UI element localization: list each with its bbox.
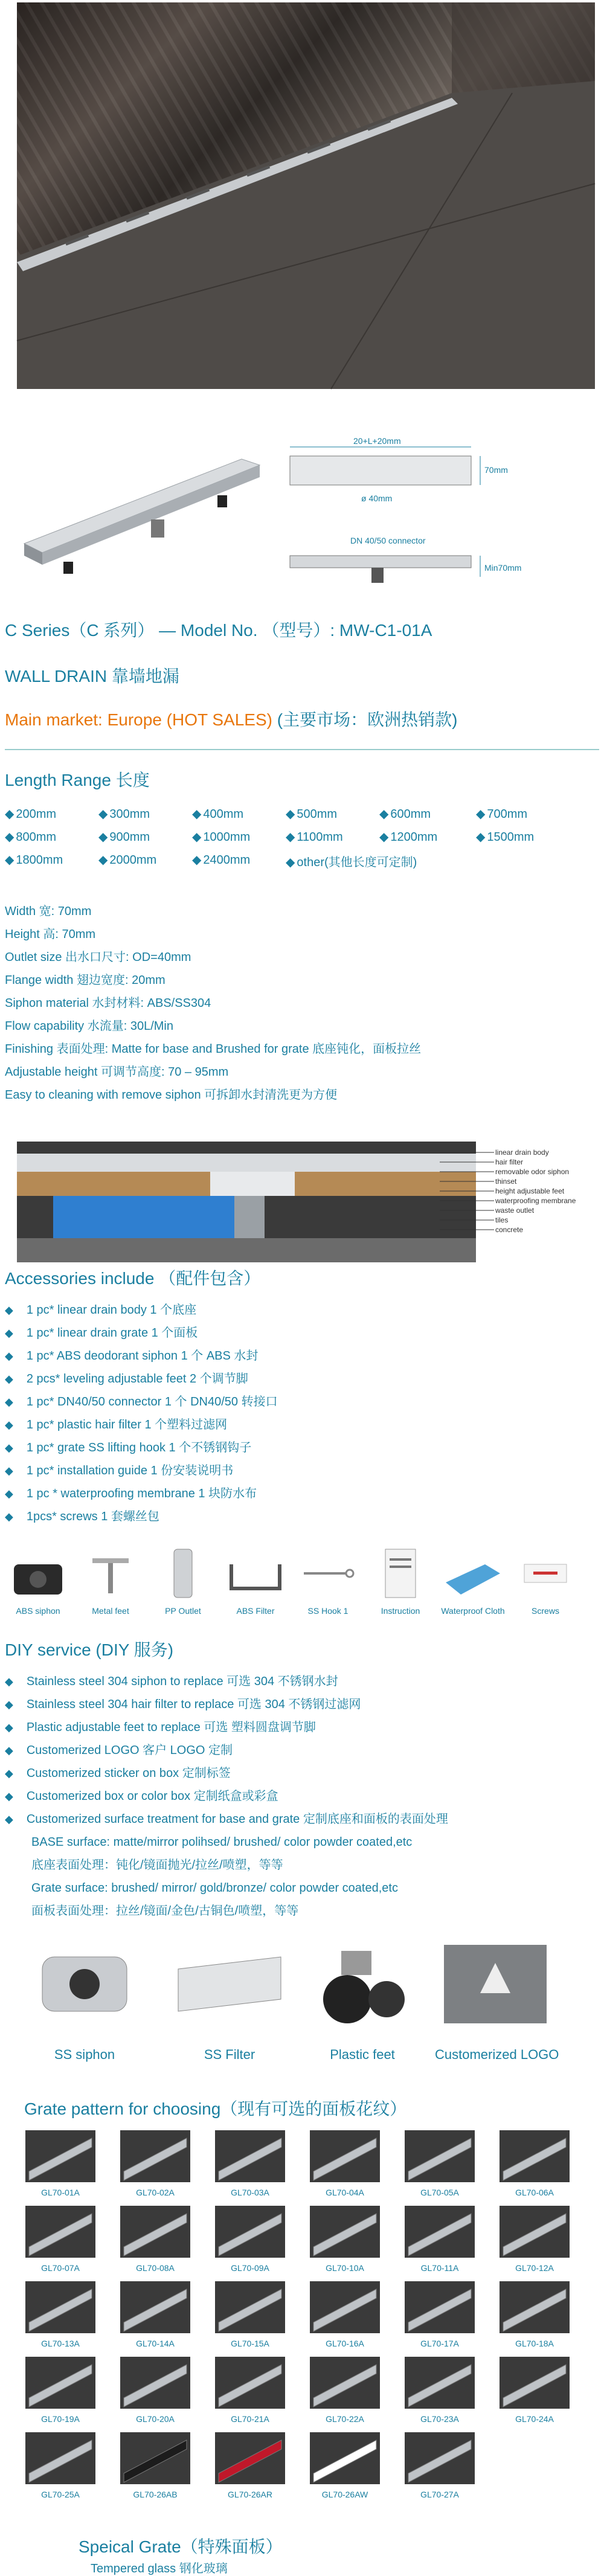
grate-pattern-item bbox=[119, 2205, 191, 2271]
filter-icon bbox=[225, 1546, 286, 1601]
diy-custom-logo: Customerized LOGO bbox=[435, 1939, 556, 2078]
spec-flow: Flow capability 水流量: 30L/Min bbox=[5, 1020, 173, 1033]
grate-code: GL70-06A bbox=[515, 2188, 554, 2197]
length-item: ◆ 500mm bbox=[286, 806, 337, 821]
grate-pattern-item bbox=[214, 2205, 286, 2271]
grate-pattern-item bbox=[309, 2129, 381, 2195]
grate-pattern-swatch bbox=[24, 2205, 97, 2259]
length-item: ◆ other(其他长度可定制) bbox=[286, 852, 417, 870]
grate-code: GL70-13A bbox=[41, 2339, 80, 2348]
shower-floor-drain-illustration bbox=[17, 2, 595, 389]
grate-code: GL70-02A bbox=[136, 2188, 175, 2197]
grate-code: GL70-19A bbox=[41, 2414, 80, 2424]
accessory-item: ◆ 1 pc * waterproofing membrane 1 块防水布 bbox=[5, 1482, 278, 1505]
grate-pattern-swatch bbox=[24, 2356, 97, 2410]
grate-pattern-item bbox=[214, 2356, 286, 2422]
accessory-screws: Screws bbox=[512, 1546, 579, 1619]
grate-pattern-swatch bbox=[24, 2129, 97, 2183]
grate-pattern-item bbox=[309, 2431, 381, 2497]
grate-pattern-swatch bbox=[403, 2129, 476, 2183]
dim-min-label: Min70mm bbox=[484, 563, 522, 573]
spec-finishing: Finishing 表面处理: Matte for base and Brushed for grate 底座钝化，面板拉丝 bbox=[5, 1042, 422, 1056]
grate-code: GL70-12A bbox=[515, 2263, 554, 2273]
accessory-ss-hook: SS Hook 1 bbox=[295, 1546, 361, 1619]
diy-subitem: BASE surface: matte/mirror polihsed/ brushed/ color powder coated,etc bbox=[31, 1836, 413, 1849]
accessory-abs-siphon: ABS siphon bbox=[5, 1546, 71, 1619]
grate-code: GL70-17A bbox=[420, 2339, 459, 2348]
grate-pattern-item bbox=[119, 2431, 191, 2497]
grate-pattern-swatch bbox=[498, 2129, 571, 2183]
accessory-waterproof-cloth: Waterproof Cloth bbox=[440, 1546, 506, 1619]
feet-icon bbox=[80, 1546, 141, 1601]
grate-pattern-item bbox=[403, 2129, 476, 2195]
grate-code: GL70-15A bbox=[231, 2339, 269, 2348]
grate-pattern-item bbox=[24, 2205, 97, 2271]
grate-pattern-swatch bbox=[214, 2356, 286, 2410]
grate-pattern-swatch bbox=[119, 2205, 191, 2259]
grate-code: GL70-20A bbox=[136, 2414, 175, 2424]
diy-item: ◆ Customerized box or color box 定制纸盒或彩盒 bbox=[5, 1785, 448, 1808]
grate-code: GL70-16A bbox=[326, 2339, 364, 2348]
dim-height-label: 70mm bbox=[484, 465, 508, 475]
grate-pattern-item bbox=[403, 2356, 476, 2422]
drain-product-photo bbox=[24, 459, 260, 574]
accessory-metal-feet: Metal feet bbox=[77, 1546, 144, 1619]
grate-pattern-item bbox=[24, 2356, 97, 2422]
hero-photo bbox=[17, 2, 595, 389]
grate-code: GL70-03A bbox=[231, 2188, 269, 2197]
diy-ss-siphon: SS siphon bbox=[24, 1939, 145, 2078]
grate-pattern-swatch bbox=[119, 2129, 191, 2183]
grate-code: GL70-26AB bbox=[133, 2490, 178, 2499]
install-label: linear drain body bbox=[495, 1148, 549, 1157]
dim-top-label: 20+L+20mm bbox=[353, 436, 401, 446]
main-market-line bbox=[5, 707, 457, 731]
diy-item: ◆ Customerized sticker on box 定制标签 bbox=[5, 1762, 448, 1785]
spec-height: Height 高: 70mm bbox=[5, 928, 96, 941]
diy-plastic-feet: Plastic feet bbox=[302, 1939, 423, 2078]
accessory-item: ◆ 1 pc* installation guide 1 份安装说明书 bbox=[5, 1459, 278, 1482]
diy-ss-filter: SS Filter bbox=[169, 1939, 290, 2078]
grate-pattern-item bbox=[498, 2205, 571, 2271]
grate-pattern-item bbox=[214, 2129, 286, 2195]
accessory-item: ◆ 1 pc* linear drain grate 1 个面板 bbox=[5, 1322, 278, 1344]
grate-pattern-swatch bbox=[214, 2205, 286, 2259]
grate-code: GL70-27A bbox=[420, 2490, 459, 2499]
cloth-icon bbox=[443, 1546, 503, 1601]
installation-cross-section bbox=[17, 1142, 585, 1262]
diy-subitem: Grate surface: brushed/ mirror/ gold/bronze/ color powder coated,etc bbox=[31, 1881, 398, 1895]
length-item: ◆ 200mm bbox=[5, 806, 56, 821]
spec-outlet: Outlet size 出水口尺寸: OD=40mm bbox=[5, 951, 191, 964]
accessories-list bbox=[5, 1299, 278, 1528]
diy-item: ◆ Customerized surface treatment for base and grate 定制底座和面板的表面处理 bbox=[5, 1808, 448, 1831]
dim-outlet-label: ø 40mm bbox=[361, 493, 393, 503]
grate-pattern-item bbox=[498, 2129, 571, 2195]
install-label: removable odor siphon bbox=[495, 1168, 570, 1176]
length-item: ◆ 2000mm bbox=[98, 852, 156, 867]
install-label: tiles bbox=[495, 1216, 509, 1224]
spec-cleaning: Easy to cleaning with remove siphon 可拆卸水封清洗更为方便 bbox=[5, 1088, 338, 1102]
siphon-icon bbox=[8, 1546, 68, 1601]
grate-pattern-swatch bbox=[403, 2205, 476, 2259]
grate-pattern-swatch bbox=[24, 2431, 97, 2485]
diy-subitem: 底座表面处理：钝化/镜面抛光/拉丝/喷塑，等等 bbox=[31, 1858, 283, 1872]
install-label: height adjustable feet bbox=[495, 1187, 565, 1195]
accessory-item: ◆ 1 pc* plastic hair filter 1 个塑料过滤网 bbox=[5, 1413, 278, 1436]
grate-pattern-swatch bbox=[498, 2205, 571, 2259]
document-icon bbox=[370, 1546, 431, 1601]
length-item: ◆ 400mm bbox=[192, 806, 243, 821]
grate-code: GL70-18A bbox=[515, 2339, 554, 2348]
grate-pattern-item bbox=[119, 2280, 191, 2346]
market-cn: (主要市场：欧洲热销款) bbox=[272, 710, 458, 729]
length-item: ◆ 1500mm bbox=[476, 829, 534, 844]
grate-code: GL70-26AR bbox=[228, 2490, 272, 2499]
grate-pattern-item bbox=[119, 2356, 191, 2422]
connector-label: DN 40/50 connector bbox=[350, 536, 426, 545]
outlet-icon bbox=[153, 1546, 213, 1601]
grate-code: GL70-21A bbox=[231, 2414, 269, 2424]
diy-title: DIY service (DIY 服务) bbox=[5, 1640, 174, 1659]
spec-list bbox=[5, 900, 421, 1107]
length-item: ◆ 700mm bbox=[476, 806, 527, 821]
length-item: ◆ 1100mm bbox=[286, 829, 343, 844]
install-label: concrete bbox=[495, 1225, 524, 1234]
accessory-item: ◆ 1pcs* screws 1 套螺丝包 bbox=[5, 1505, 278, 1528]
grate-pattern-item bbox=[24, 2129, 97, 2195]
grate-pattern-swatch bbox=[119, 2431, 191, 2485]
grate-pattern-swatch bbox=[498, 2356, 571, 2410]
spec-siphon: Siphon material 水封材料: ABS/SS304 bbox=[5, 997, 211, 1010]
special-grate-title: Speical Grate（特殊面板） bbox=[79, 2537, 283, 2556]
diy-item: ◆ Customerized LOGO 客户 LOGO 定制 bbox=[5, 1739, 448, 1762]
grate-code: GL70-24A bbox=[515, 2414, 554, 2424]
accessory-item: ◆ 1 pc* DN40/50 connector 1 个 DN40/50 转接口 bbox=[5, 1390, 278, 1413]
diy-list bbox=[5, 1670, 448, 1922]
accessory-item: ◆ 1 pc* grate SS lifting hook 1 个不锈钢钩子 bbox=[5, 1436, 278, 1459]
grate-pattern-item bbox=[403, 2205, 476, 2271]
grate-code: GL70-08A bbox=[136, 2263, 175, 2273]
grate-code: GL70-04A bbox=[326, 2188, 364, 2197]
grate-pattern-swatch bbox=[214, 2129, 286, 2183]
grate-code: GL70-01A bbox=[41, 2188, 80, 2197]
hook-icon bbox=[298, 1546, 358, 1601]
diy-item: ◆ Stainless steel 304 siphon to replace 可选 304 不锈钢水封 bbox=[5, 1670, 448, 1693]
install-label: waste outlet bbox=[495, 1206, 535, 1215]
length-item: ◆ 900mm bbox=[98, 829, 150, 844]
grate-pattern-swatch bbox=[403, 2280, 476, 2334]
grate-pattern-item bbox=[309, 2205, 381, 2271]
spec-flange: Flange width 翅边宽度: 20mm bbox=[5, 974, 165, 987]
grate-pattern-swatch bbox=[309, 2356, 381, 2410]
install-label: waterproofing membrane bbox=[495, 1196, 576, 1205]
install-label: hair filter bbox=[495, 1158, 524, 1166]
grate-code: GL70-10A bbox=[326, 2263, 364, 2273]
accessory-abs-filter: ABS Filter bbox=[222, 1546, 289, 1619]
grate-code: GL70-22A bbox=[326, 2414, 364, 2424]
series-model-line: C Series（C 系列） — Model No. （型号）: MW-C1-01A bbox=[5, 621, 432, 640]
grate-pattern-swatch bbox=[214, 2280, 286, 2334]
ss-siphon-icon bbox=[27, 1939, 142, 2029]
grate-pattern-item bbox=[119, 2129, 191, 2195]
accessory-instruction: Instruction bbox=[367, 1546, 434, 1619]
logo-plate-icon bbox=[438, 1939, 553, 2029]
length-range-title: Length Range 长度 bbox=[5, 771, 150, 789]
wall-drain-title: WALL DRAIN 靠墙地漏 bbox=[5, 667, 179, 686]
grate-pattern-item bbox=[214, 2431, 286, 2497]
grate-code: GL70-11A bbox=[420, 2263, 459, 2273]
grate-pattern-item bbox=[214, 2280, 286, 2346]
accessory-pp-outlet: PP Outlet bbox=[150, 1546, 216, 1619]
length-item: ◆ 1800mm bbox=[5, 852, 63, 867]
diy-photos-row bbox=[24, 1939, 580, 2078]
grate-pattern-swatch bbox=[119, 2356, 191, 2410]
grate-pattern-item bbox=[403, 2431, 476, 2497]
market-en: Main market: Europe (HOT SALES) bbox=[5, 710, 272, 729]
grate-pattern-swatch bbox=[403, 2431, 476, 2485]
grate-pattern-swatch bbox=[498, 2280, 571, 2334]
diy-item: ◆ Plastic adjustable feet to replace 可选 塑料圆盘调节脚 bbox=[5, 1716, 448, 1739]
ss-filter-icon bbox=[172, 1939, 287, 2029]
divider bbox=[5, 749, 599, 750]
grate-pattern-swatch bbox=[119, 2280, 191, 2334]
grate-pattern-item bbox=[24, 2431, 97, 2497]
tempered-glass-item: Tempered glass 钢化玻璃 bbox=[91, 2562, 228, 2575]
accessory-item: ◆ 1 pc* linear drain body 1 个底座 bbox=[5, 1299, 278, 1322]
diy-subitem: 面板表面处理：拉丝/镜面/金色/古铜色/喷塑，等等 bbox=[31, 1904, 299, 1918]
length-item: ◆ 300mm bbox=[98, 806, 150, 821]
grate-pattern-item bbox=[498, 2356, 571, 2422]
diy-item: ◆ Stainless steel 304 hair filter to replace 可选 304 不锈钢过滤网 bbox=[5, 1693, 448, 1716]
accessories-title: Accessories include （配件包含） bbox=[5, 1269, 261, 1288]
plastic-feet-icon bbox=[305, 1939, 420, 2029]
grate-pattern-item bbox=[309, 2280, 381, 2346]
grate-code: GL70-07A bbox=[41, 2263, 80, 2273]
grate-code: GL70-23A bbox=[420, 2414, 459, 2424]
product-dimension-diagram bbox=[12, 423, 592, 598]
grate-pattern-swatch bbox=[214, 2431, 286, 2485]
grate-code: GL70-25A bbox=[41, 2490, 80, 2499]
grate-pattern-swatch bbox=[24, 2280, 97, 2334]
spec-width: Width 宽: 70mm bbox=[5, 905, 92, 918]
screws-icon bbox=[515, 1546, 576, 1601]
length-item: ◆ 800mm bbox=[5, 829, 56, 844]
accessory-item: ◆ 2 pcs* leveling adjustable feet 2 个调节脚 bbox=[5, 1367, 278, 1390]
grate-pattern-item bbox=[403, 2280, 476, 2346]
grate-pattern-item bbox=[309, 2356, 381, 2422]
length-item: ◆ 600mm bbox=[379, 806, 431, 821]
grate-pattern-item bbox=[24, 2280, 97, 2346]
grate-code: GL70-14A bbox=[136, 2339, 175, 2348]
accessory-icons-row bbox=[5, 1546, 599, 1619]
accessory-item: ◆ 1 pc* ABS deodorant siphon 1 个 ABS 水封 bbox=[5, 1344, 278, 1367]
install-label: thinset bbox=[495, 1177, 517, 1186]
grate-pattern-swatch bbox=[403, 2356, 476, 2410]
grate-pattern-swatch bbox=[309, 2280, 381, 2334]
length-item: ◆ 1000mm bbox=[192, 829, 250, 844]
grate-code: GL70-05A bbox=[420, 2188, 459, 2197]
grate-pattern-swatch bbox=[309, 2205, 381, 2259]
grate-code: GL70-26AW bbox=[321, 2490, 368, 2499]
grate-pattern-swatch bbox=[309, 2431, 381, 2485]
grate-title: Grate pattern for choosing（现有可选的面板花纹） bbox=[24, 2099, 407, 2118]
grate-pattern-swatch bbox=[309, 2129, 381, 2183]
length-item: ◆ 1200mm bbox=[379, 829, 437, 844]
length-item: ◆ 2400mm bbox=[192, 852, 250, 867]
spec-adjustable: Adjustable height 可调节高度: 70 – 95mm bbox=[5, 1065, 229, 1079]
grate-pattern-item bbox=[498, 2280, 571, 2346]
grate-code: GL70-09A bbox=[231, 2263, 269, 2273]
